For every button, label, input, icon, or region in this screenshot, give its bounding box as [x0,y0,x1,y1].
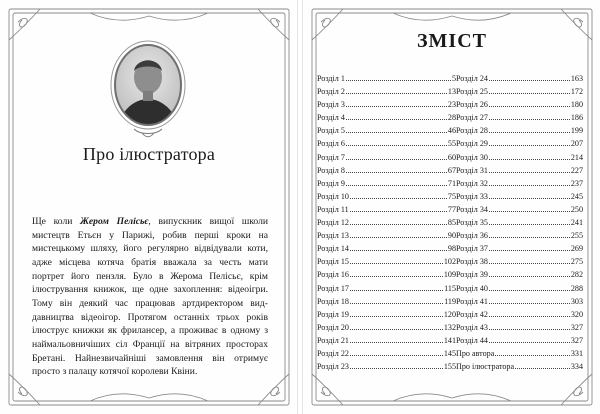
toc-leader-dots [489,295,570,304]
toc-entry [456,98,583,111]
toc-leader-dots [346,72,451,81]
toc-entry-page: 214 [570,152,583,162]
toc-entry-label: Розділ 1 [317,74,345,83]
toc-entry-label: Розділ 43 [456,322,488,332]
toc-leader-dots [489,334,570,343]
toc-entry [317,229,456,242]
toc-entry-page: 237 [570,178,583,188]
toc-entry [456,308,583,321]
left-page [0,0,298,414]
toc-entry-page: 227 [570,165,583,175]
toc-entry-label: Розділ 28 [456,126,488,136]
toc-entry [456,203,583,216]
toc-leader-dots [489,229,570,238]
toc-entry-page: 71 [447,178,456,188]
toc-entry [456,282,583,295]
toc-entry-page: 75 [447,191,456,201]
toc-leader-dots [489,98,570,107]
toc-leader-dots [489,268,570,277]
toc-leader-dots [350,255,443,264]
toc-leader-dots [489,255,570,264]
toc-leader-dots [350,282,443,291]
toc-entry-page: 186 [570,113,583,123]
toc-entry-page: 327 [570,335,583,345]
toc-entry [317,216,456,229]
toc-leader-dots [346,124,447,133]
toc-entry [456,177,583,190]
toc-entry-page: 245 [570,191,583,201]
toc-entry-page: 199 [570,126,583,136]
toc-leader-dots [489,151,570,160]
toc-leader-dots [489,124,570,133]
toc-entry [456,85,583,98]
toc-entry-label: Розділ 25 [456,87,488,97]
toc-entry-label: Розділ 41 [456,296,488,306]
illustrator-portrait [104,35,192,139]
toc-leader-dots [350,295,443,304]
toc-entry-label: Розділ 20 [317,322,349,332]
toc-entry-page: 115 [444,283,456,293]
toc-entry-label: Розділ 39 [456,270,488,280]
toc-entry-label: Розділ 19 [317,309,349,319]
toc-entry-page: 77 [447,204,456,214]
toc-leader-dots [489,137,570,146]
toc-entry [456,268,583,281]
toc-entry [456,334,583,347]
toc-entry-page: 5 [451,74,456,83]
toc-entry-label: Розділ 31 [456,165,488,175]
toc-entry-label: Про автора [456,348,495,358]
toc-leader-dots [350,216,447,225]
toc-entry-label: Розділ 34 [456,204,488,214]
toc-entry-label: Розділ 5 [317,126,345,136]
toc-leader-dots [350,268,443,277]
toc-entry-page: 23 [447,100,456,110]
toc-entry-label: Розділ 37 [456,244,488,254]
toc-entry-label: Розділ 26 [456,100,488,110]
bio-intro: Ще коли [32,216,81,227]
toc-leader-dots [350,347,443,356]
toc-entry-page: 132 [443,322,456,332]
toc-leader-dots [495,347,570,356]
toc-entry-label: Розділ 13 [317,231,349,241]
toc-entry-page: 141 [443,335,456,345]
toc-entry-label: Розділ 4 [317,113,345,123]
toc-entry [456,321,583,334]
toc-leader-dots [346,111,447,120]
toc-leader-dots [489,164,570,173]
toc-leader-dots [346,98,447,107]
toc-entry-page: 55 [447,139,456,149]
toc-leader-dots [515,360,570,369]
toc-entry-label: Розділ 23 [317,362,349,372]
toc-entry-label: Розділ 12 [317,218,349,228]
toc-leader-dots [346,137,447,146]
toc-entry [317,334,456,347]
toc-entry [317,98,456,111]
toc-entry [317,190,456,203]
toc-entry-label: Розділ 17 [317,283,349,293]
toc-leader-dots [489,308,570,317]
toc-entry-label: Розділ 40 [456,283,488,293]
toc-entry [317,268,456,281]
toc-leader-dots [350,308,443,317]
toc-leader-dots [489,242,570,251]
toc-entry-label: Про ілюстратора [456,362,515,372]
toc-entry-label: Розділ 3 [317,100,345,110]
toc-entry [317,255,456,268]
toc-entry-page: 145 [443,348,456,358]
toc-entry-page: 250 [570,204,583,214]
toc-leader-dots [350,321,443,330]
toc-entry-page: 255 [570,231,583,241]
toc-entry-label: Розділ 44 [456,335,488,345]
toc-entry-page: 163 [570,74,583,83]
toc-entry-label: Розділ 2 [317,87,345,97]
toc-entry-page: 275 [570,257,583,267]
toc-entry [456,360,583,373]
toc-entry-label: Розділ 29 [456,139,488,149]
toc-entry-page: 90 [447,231,456,241]
toc-entry [317,177,456,190]
toc-entry-page: 85 [447,218,456,228]
toc-entry [317,347,456,360]
toc-leader-dots [489,85,570,94]
toc-entry-label: Розділ 22 [317,348,349,358]
toc-column-2 [456,72,583,373]
toc-leader-dots [346,177,447,186]
toc-entry-page: 334 [570,362,583,372]
toc-column-1 [317,72,456,373]
about-illustrator-heading: Про ілюстратора [82,144,216,164]
toc-entry-page: 282 [570,270,583,280]
toc-leader-dots [350,334,443,343]
toc-entry-label: Розділ 14 [317,244,349,254]
toc-leader-dots [489,216,570,225]
toc-entry-label: Розділ 27 [456,113,488,123]
toc-leader-dots [489,321,570,330]
toc-leader-dots [350,190,447,199]
toc-entry-page: 119 [444,296,456,306]
toc-entry-label: Розділ 24 [456,74,488,83]
illustrator-bio [32,215,268,379]
toc-entry-label: Розділ 42 [456,309,488,319]
toc-entry-label: Розділ 36 [456,231,488,241]
toc-entry [456,151,583,164]
toc-entry-label: Розділ 6 [317,139,345,149]
toc-leader-dots [350,229,447,238]
toc-entry-label: Розділ 7 [317,152,345,162]
toc-entry [456,164,583,177]
toc-entry-page: 109 [443,270,456,280]
toc-entry-label: Розділ 10 [317,191,349,201]
toc-leader-dots [350,203,447,212]
bio-rest: , випускник вищої школи мистецтв Етьєн у Парижі, робив перші кроки на мистецькому шляху, його регулярно відвідували коти, адже місцева котяча братія вважала за честь мати портрет його пензля. Було в Жерома Пелісьє, крім ілюстрування книжок, ще одне захоплення: відеоігри. Тому він деякий час працював артдиректором виддавництва відеоігор. Протягом останніх трьох років ілюструє книжки як фрилансер, а проживає в одному з наймальовничіших сіл Франції на вітряних просторах Бретані. Найнезвичайніші замовлення він отримує просто з палацу котячої королеви Квіни. [32,216,268,378]
toc-entry [317,295,456,308]
toc-entry [317,137,456,150]
toc-entry [317,151,456,164]
contents-heading: ЗМІСТ [417,30,487,52]
toc-leader-dots [346,164,447,173]
toc-entry-page: 331 [570,348,583,358]
toc-entry [456,229,583,242]
toc-entry [456,111,583,124]
toc-entry-page: 102 [443,257,456,267]
toc-entry-page: 303 [570,296,583,306]
toc-entry-label: Розділ 11 [317,204,349,214]
toc-entry-page: 60 [447,152,456,162]
toc-entry-label: Розділ 16 [317,270,349,280]
toc-entry-page: 46 [447,126,456,136]
toc-entry-page: 155 [443,362,456,372]
toc-entry-label: Розділ 33 [456,191,488,201]
toc-entry-label: Розділ 32 [456,178,488,188]
toc-entry-page: 98 [447,244,456,254]
toc-entry [317,321,456,334]
toc-entry-page: 172 [570,87,583,97]
toc-entry [317,203,456,216]
toc-entry-label: Розділ 9 [317,178,345,188]
toc-entry-page: 13 [447,87,456,97]
toc-entry [317,360,456,373]
toc-entry-label: Розділ 21 [317,335,349,345]
toc-entry [456,242,583,255]
toc-entry-page: 207 [570,139,583,149]
toc-entry [317,308,456,321]
toc-entry-label: Розділ 38 [456,257,488,267]
toc-entry [317,111,456,124]
toc-entry [317,282,456,295]
toc-entry-label: Розділ 18 [317,296,349,306]
toc-leader-dots [489,190,570,199]
toc-entry-label: Розділ 15 [317,257,349,267]
toc-entry-page: 327 [570,322,583,332]
toc-leader-dots [489,72,570,81]
toc-entry-label: Розділ 35 [456,218,488,228]
toc-entry [317,242,456,255]
toc-entry [456,72,583,85]
toc-leader-dots [346,85,447,94]
toc-leader-dots [489,177,570,186]
toc-entry-page: 180 [570,100,583,110]
toc-entry [456,255,583,268]
toc-entry-page: 120 [443,309,456,319]
toc-entry [317,85,456,98]
toc-leader-dots [489,203,570,212]
toc-entry-page: 67 [447,165,456,175]
toc-entry-page: 241 [570,218,583,228]
toc-leader-dots [350,360,443,369]
toc-entry [317,164,456,177]
toc-entry-label: Розділ 30 [456,152,488,162]
toc-leader-dots [489,282,570,291]
toc-entry-page: 28 [447,113,456,123]
toc-leader-dots [489,111,570,120]
toc-entry [456,347,583,360]
right-page [302,0,600,414]
toc-entry [456,216,583,229]
toc-leader-dots [346,151,447,160]
toc-entry [317,124,456,137]
toc-entry [456,137,583,150]
toc-entry-label: Розділ 8 [317,165,345,175]
toc-entry-page: 320 [570,309,583,319]
toc-entry [456,190,583,203]
toc-entry [456,124,583,137]
toc-entry-page: 288 [570,283,583,293]
illustrator-name: Жером Пелісьє [80,216,149,227]
toc-entry-page: 269 [570,244,583,254]
toc-leader-dots [350,242,447,251]
toc-entry [317,72,456,85]
toc-entry [456,295,583,308]
